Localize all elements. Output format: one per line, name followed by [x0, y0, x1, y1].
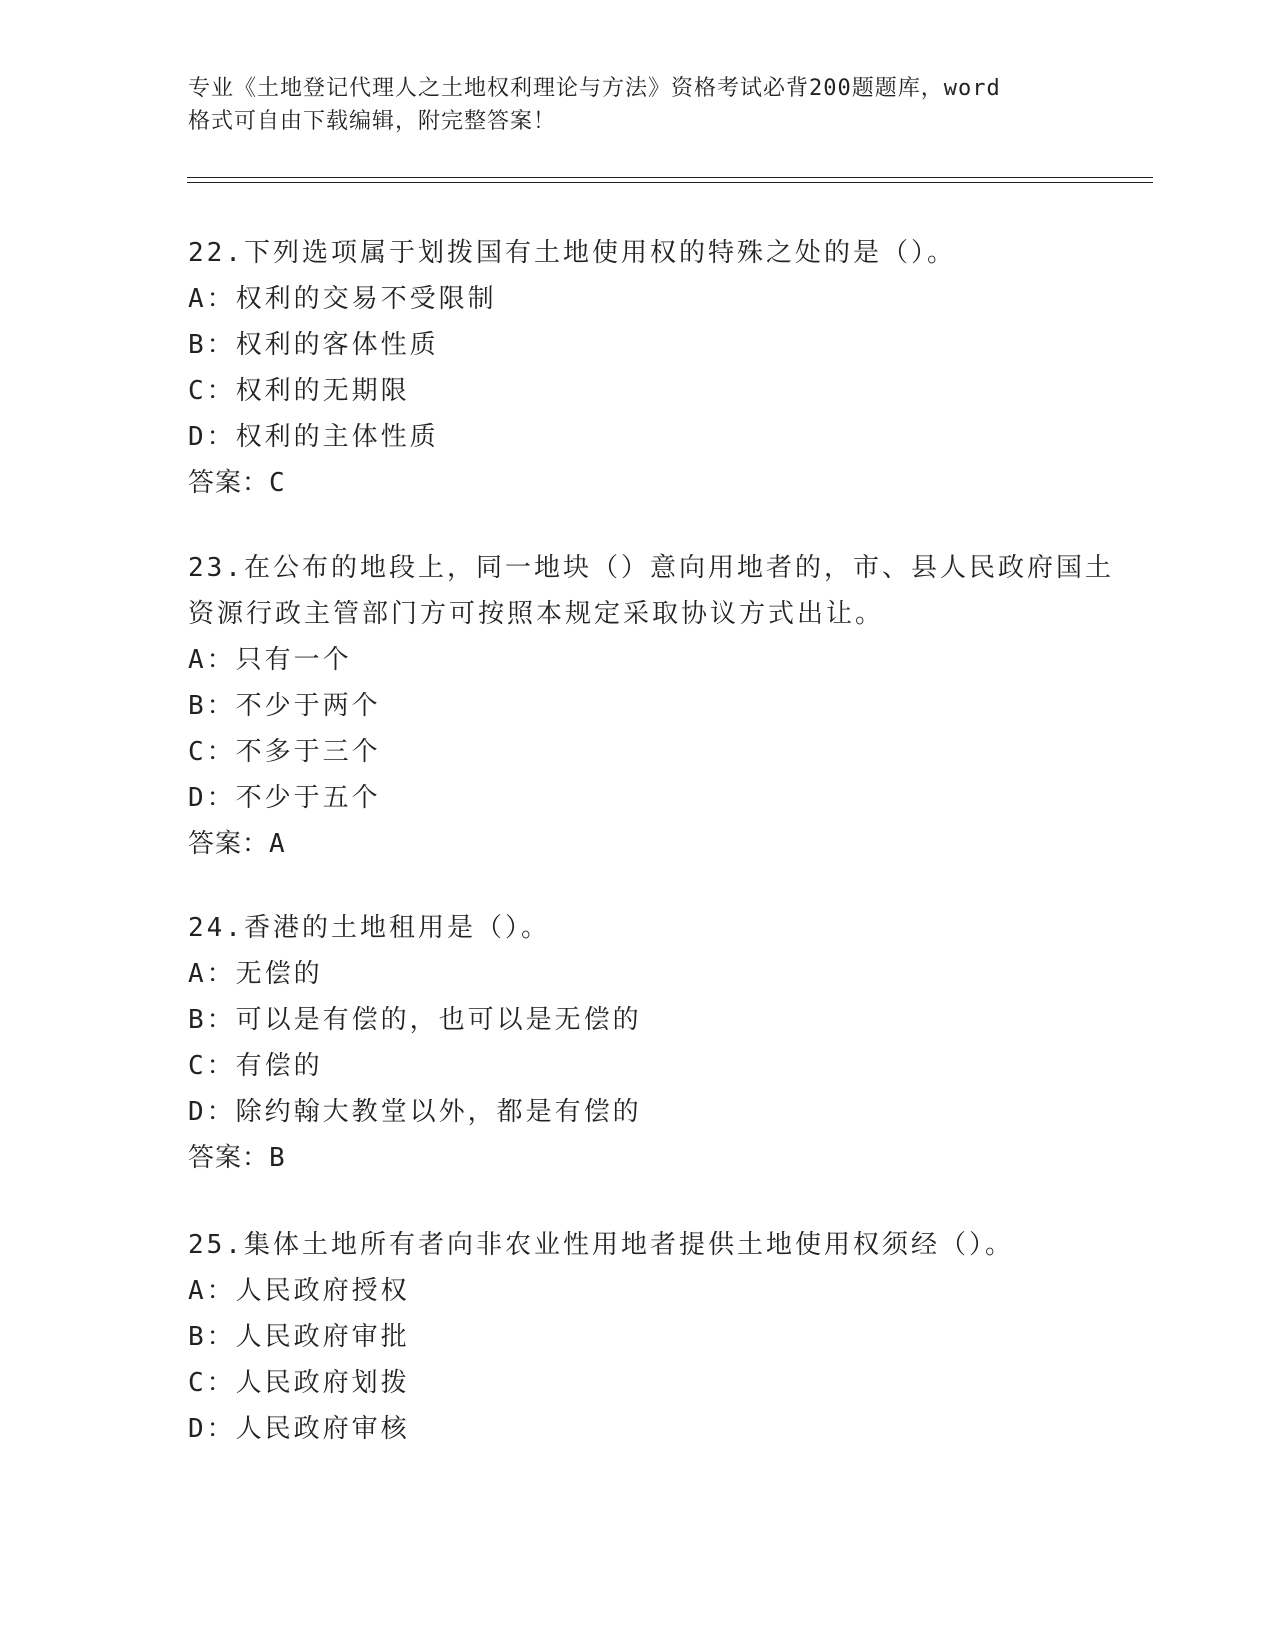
question-23 — [188, 545, 1128, 867]
option-d: D：不少于五个 — [188, 783, 381, 813]
option-c: C：不多于三个 — [188, 737, 381, 767]
option-a: A：权利的交易不受限制 — [188, 284, 497, 314]
header-divider-top — [187, 177, 1153, 178]
option-a: A：无偿的 — [188, 959, 323, 989]
option-a: A：只有一个 — [188, 645, 352, 675]
option-d: D：人民政府审核 — [188, 1414, 410, 1444]
question-22 — [188, 230, 1128, 506]
option-b: B：不少于两个 — [188, 691, 381, 721]
option-b: B：可以是有偿的，也可以是无偿的 — [188, 1005, 642, 1035]
option-d: D：权利的主体性质 — [188, 422, 439, 452]
option-d: D：除约翰大教堂以外，都是有偿的 — [188, 1097, 642, 1127]
option-c: C：有偿的 — [188, 1051, 323, 1081]
header-line-1: 专业《土地登记代理人之土地权利理论与方法》资格考试必背200题题库，word — [188, 76, 1001, 101]
question-25 — [188, 1222, 1128, 1452]
question-stem: 22.下列选项属于划拨国有土地使用权的特殊之处的是（）。 — [188, 238, 956, 268]
question-stem: 24.香港的土地租用是（）。 — [188, 913, 550, 943]
option-c: C：权利的无期限 — [188, 376, 410, 406]
answer: 答案：C — [188, 468, 286, 498]
document-header — [188, 72, 1068, 138]
option-b: B：人民政府审批 — [188, 1322, 410, 1352]
answer: 答案：A — [188, 829, 286, 859]
question-stem: 25.集体土地所有者向非农业性用地者提供土地使用权须经（）。 — [188, 1230, 1014, 1260]
option-b: B：权利的客体性质 — [188, 330, 439, 360]
header-line-2: 格式可自由下载编辑，附完整答案！ — [188, 109, 557, 134]
option-c: C：人民政府划拨 — [188, 1368, 410, 1398]
question-stem: 23.在公布的地段上，同一地块（）意向用地者的，市、县人民政府国土资源行政主管部门方可按照本规定采取协议方式出让。 — [188, 553, 1114, 629]
answer: 答案：B — [188, 1143, 286, 1173]
header-divider-bottom — [187, 182, 1153, 183]
option-a: A：人民政府授权 — [188, 1276, 410, 1306]
question-24 — [188, 905, 1128, 1181]
